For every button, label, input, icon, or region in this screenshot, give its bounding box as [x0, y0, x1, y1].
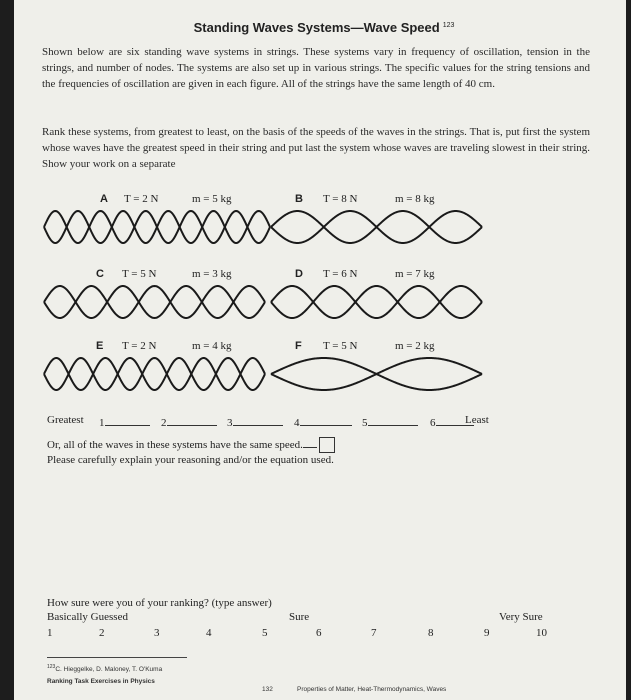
worksheet-page — [14, 0, 626, 700]
wave-envelope-upper — [44, 286, 265, 318]
wave-envelope-lower — [271, 211, 482, 243]
system-mass: m = 2 kg — [395, 340, 435, 352]
system-letter: D — [295, 268, 303, 280]
rank-slot-1[interactable]: 1 — [99, 414, 150, 429]
confidence-option[interactable]: 7 — [371, 627, 377, 639]
rank-slot-6[interactable]: 6 — [430, 414, 474, 429]
system-tension: T = 5 N — [323, 340, 358, 352]
title-footnote-ref: 123 — [442, 21, 455, 29]
confidence-option[interactable]: 3 — [154, 627, 160, 639]
system-mass: m = 3 kg — [192, 268, 232, 280]
wave-envelope-lower — [271, 358, 482, 390]
footnote-divider — [47, 657, 187, 658]
system-tension: T = 8 N — [323, 193, 358, 205]
system-d — [269, 268, 539, 328]
wave-envelope-lower — [44, 211, 270, 243]
instructions-paragraph: Rank these systems, from greatest to least, on the basis of the speeds of the waves in the strings. That is, put first the system whose waves have the greatest speed in their string and put last the system whose waves are traveling slowest in their string. Show your work on a separate — [42, 126, 590, 170]
greatest-label: Greatest — [47, 414, 84, 426]
footer-book-title: Ranking Task Exercises in Physics — [47, 678, 155, 685]
rank-slot-4[interactable]: 4 — [294, 414, 352, 429]
intro-paragraph: Shown below are six standing wave systems in strings. These systems vary in frequency of oscillation, tension in the strings, and number of nodes. The systems are also set up in various strings. The specific values for the string tensions and the frequencies of oscillation are given in each figure. All of the strings have the same length of 40 cm. — [42, 46, 590, 90]
system-b — [269, 193, 539, 253]
standing-wave — [269, 354, 484, 394]
confidence-option[interactable]: 9 — [484, 627, 490, 639]
confidence-option[interactable]: 4 — [206, 627, 212, 639]
system-f — [269, 340, 539, 400]
confidence-option[interactable]: 10 — [536, 627, 547, 639]
confidence-high-label: Very Sure — [499, 611, 543, 623]
standing-wave — [42, 354, 267, 394]
standing-wave — [269, 207, 484, 247]
footnote-authors: $^{123}$C. Hieggelke, D. Maloney, T. O'Kuma — [47, 664, 163, 674]
system-letter: E — [96, 340, 104, 352]
confidence-option[interactable]: 5 — [262, 627, 268, 639]
system-tension: T = 2 N — [124, 193, 159, 205]
confidence-low-label: Basically Guessed — [47, 611, 128, 623]
page-title: Standing Waves Systems—Wave Speed $^{123}$ — [193, 20, 455, 35]
page-number: 132 — [262, 686, 273, 693]
wave-envelope-upper — [44, 358, 265, 390]
confidence-question: How sure were you of your ranking? (type answer) — [47, 597, 272, 609]
system-mass: m = 4 kg — [192, 340, 232, 352]
system-mass: m = 7 kg — [395, 268, 435, 280]
system-tension: T = 2 N — [122, 340, 157, 352]
system-mass: m = 5 kg — [192, 193, 232, 205]
system-letter: C — [96, 268, 104, 280]
system-tension: T = 6 N — [323, 268, 358, 280]
explain-prompt: Please carefully explain your reasoning and/or the equation used. — [47, 454, 334, 466]
rank-slot-5[interactable]: 5 — [362, 414, 418, 429]
ranking-row — [47, 414, 607, 432]
system-tension: T = 5 N — [122, 268, 157, 280]
confidence-option[interactable]: 2 — [99, 627, 105, 639]
footer-chapter: Properties of Matter, Heat-Thermodynamics, Waves — [297, 686, 447, 693]
same-speed-option: Or, all of the waves in these systems have the same speed. — [47, 437, 335, 453]
confidence-mid-label: Sure — [289, 611, 310, 623]
confidence-option[interactable]: 8 — [428, 627, 434, 639]
rank-slot-2[interactable]: 2 — [161, 414, 217, 429]
wave-envelope-lower — [44, 358, 265, 390]
confidence-option[interactable]: 1 — [47, 627, 53, 639]
same-speed-checkbox[interactable] — [319, 437, 335, 453]
system-letter: F — [295, 340, 302, 352]
least-label: Least — [465, 414, 489, 426]
system-mass: m = 8 kg — [395, 193, 435, 205]
wave-envelope-lower — [44, 286, 265, 318]
standing-wave — [42, 207, 272, 247]
system-letter: A — [100, 193, 108, 205]
confidence-option[interactable]: 6 — [316, 627, 322, 639]
rank-slot-3[interactable]: 3 — [227, 414, 283, 429]
standing-wave — [42, 282, 267, 322]
standing-wave — [269, 282, 484, 322]
system-letter: B — [295, 193, 303, 205]
